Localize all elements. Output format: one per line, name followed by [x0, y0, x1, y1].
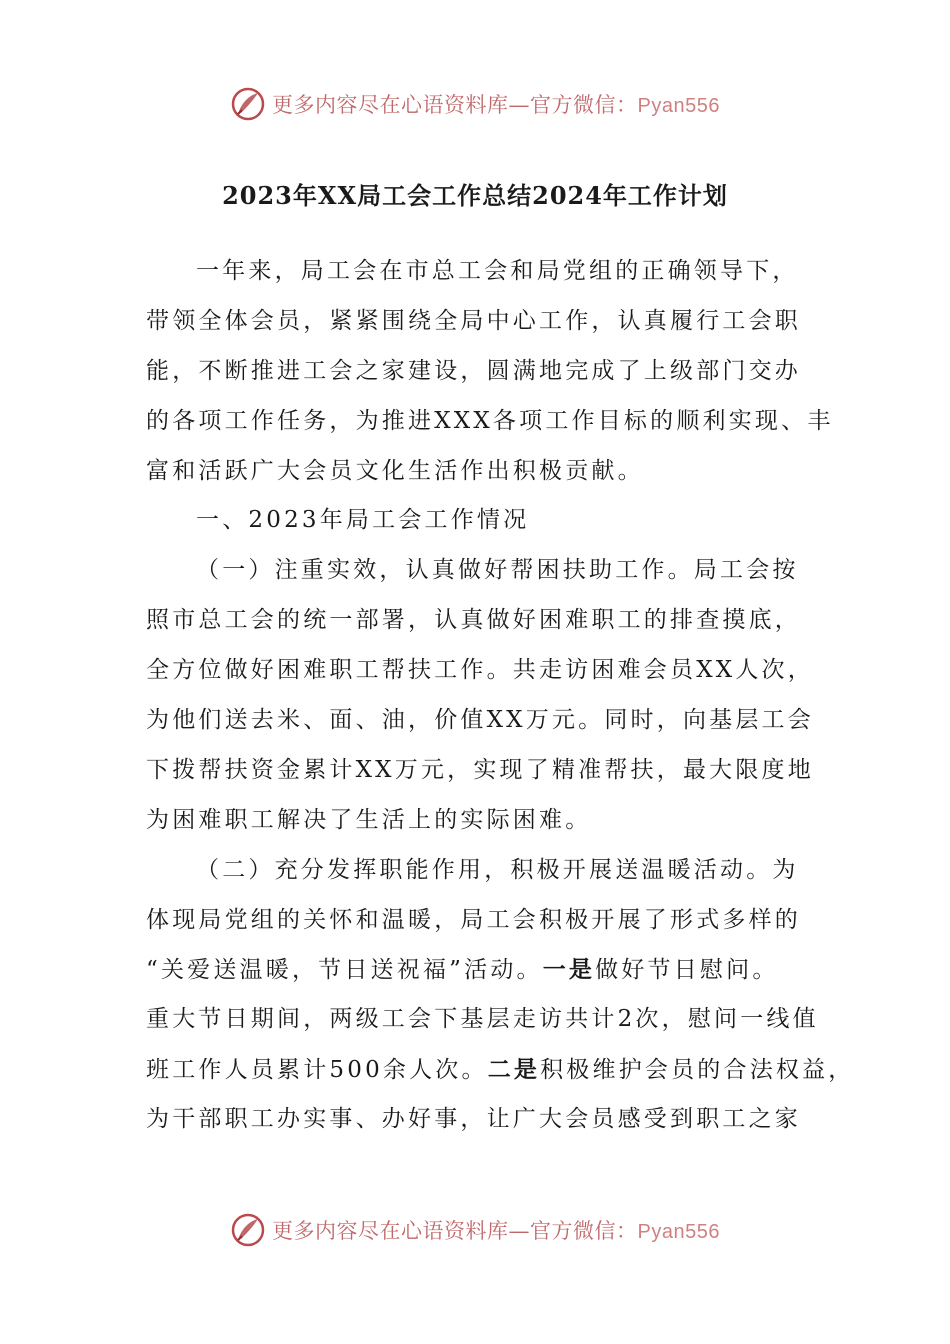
section-heading: 一、2023年局工会工作情况 — [196, 507, 530, 534]
bold-marker-first: 一是 — [542, 956, 596, 984]
body-line — [146, 945, 810, 995]
body-line: 富和活跃广大会员文化生活作出积极贡献。 — [146, 457, 644, 484]
body-line: （一）注重实效，认真做好帮困扶助工作。局工会按 — [196, 557, 799, 584]
body-line: 体现局党组的关怀和温暖，局工会积极开展了形式多样的 — [146, 906, 801, 933]
footer-watermark — [0, 1210, 950, 1250]
bold-marker-second: 二是 — [487, 1056, 541, 1084]
body-line: 照市总工会的统一部署，认真做好困难职工的排查摸底， — [146, 607, 801, 634]
header-watermark — [0, 84, 950, 124]
body-line: 带领全体会员，紧紧围绕全局中心工作，认真履行工会职 — [146, 307, 801, 334]
body-line: 为干部职工办实事、办好事，让广大会员感受到职工之家 — [146, 1106, 801, 1133]
body-line: 一年来，局工会在市总工会和局党组的正确领导下， — [196, 258, 799, 284]
watermark-text: 更多内容尽在心语资料库—官方微信：Pyan556 — [272, 93, 720, 117]
watermark-text: 更多内容尽在心语资料库—官方微信：Pyan556 — [272, 1219, 720, 1243]
body-line: 能，不断推进工会之家建设，圆满地完成了上级部门交办 — [146, 357, 801, 384]
body-line: 下拨帮扶资金累计XX万元，实现了精准帮扶，最大限度地 — [146, 756, 814, 783]
pen-logo-icon — [230, 86, 266, 122]
body-line: 为困难职工解决了生活上的实际困难。 — [146, 806, 592, 833]
pen-logo-icon — [230, 1212, 266, 1248]
body-line: 重大节日期间，两级工会下基层走访共计2次，慰问一线值 — [146, 1006, 819, 1033]
body-line: 全方位做好困难职工帮扶工作。共走访困难会员XX人次， — [146, 657, 814, 684]
body-line — [146, 1045, 855, 1095]
body-line: 的各项工作任务，为推进XXX各项工作目标的顺利实现、丰 — [146, 407, 834, 434]
document-body — [146, 247, 855, 1145]
body-line-part: “关爱送温暖，节日送祝福”活动。 — [146, 957, 543, 984]
document-title: 2023年XX局工会工作总结2024年工作计划 — [222, 181, 728, 210]
body-line: 为他们送去米、面、油，价值XX万元。同时，向基层工会 — [146, 707, 814, 734]
body-line-part: 积极维护会员的合法权益， — [540, 1057, 855, 1084]
body-line: （二）充分发挥职能作用，积极开展送温暖活动。为 — [196, 856, 799, 883]
body-line-part: 做好节日慰问。 — [595, 957, 779, 984]
body-line-part: 班工作人员累计500余人次。 — [146, 1057, 488, 1084]
